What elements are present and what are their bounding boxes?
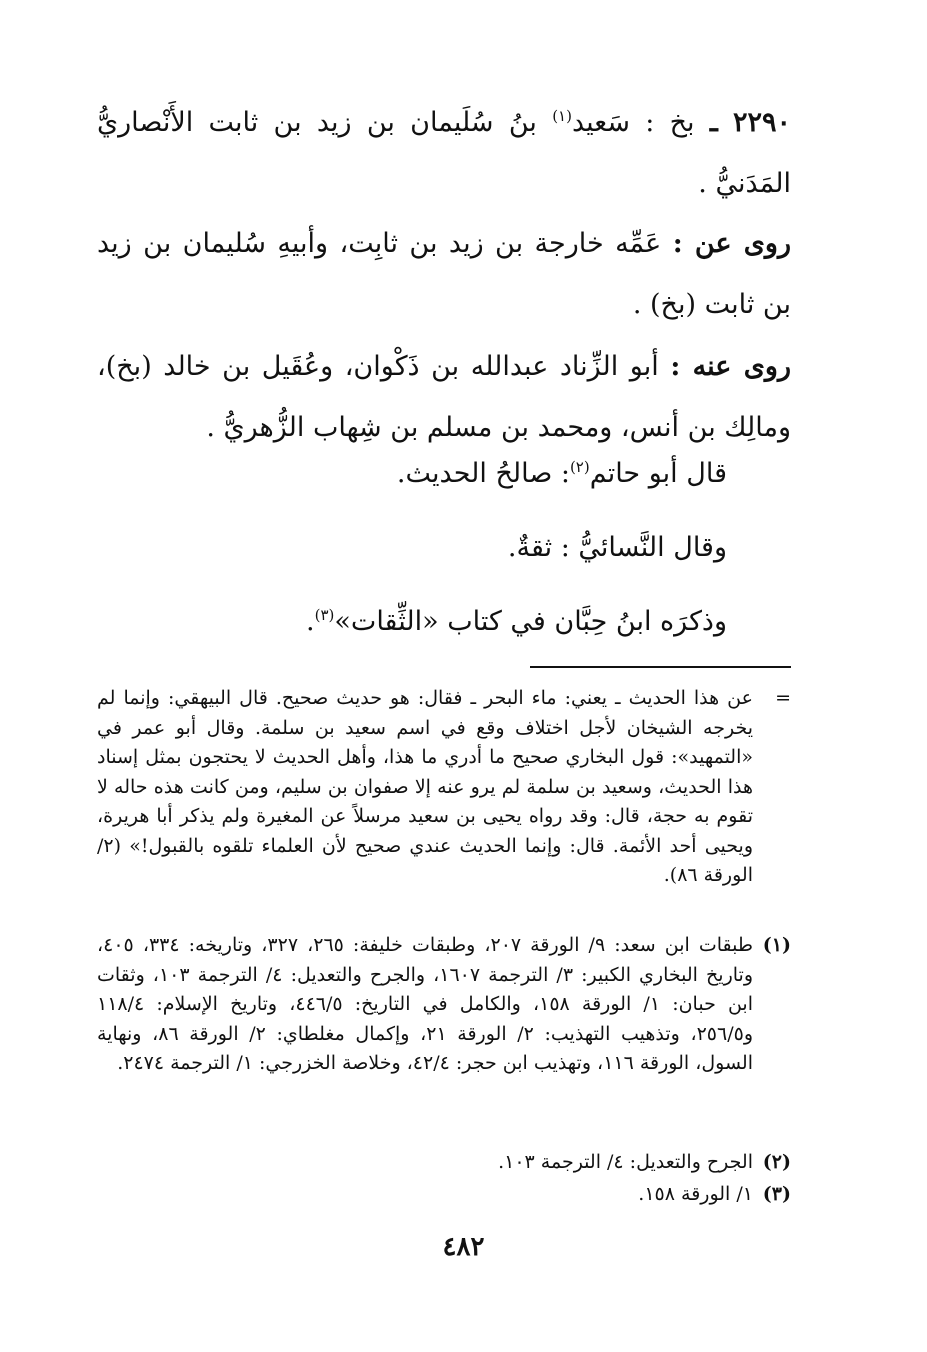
narrated-by-paragraph bbox=[97, 336, 791, 458]
footnote-number: (٢) bbox=[762, 1151, 791, 1173]
footnote-continuation bbox=[97, 684, 791, 891]
entry-name-part1: سَعيد bbox=[571, 107, 630, 138]
narrated-from-paragraph bbox=[97, 213, 791, 335]
footnote-continuation-text: عن هذا الحديث ـ يعني: ماء البحر ـ فقال: هو حديث صحيح. قال البيهقي: وإنما لم يخرجه الشيخان لأجل اختلاف وقع في اسم سعيد بن سلمة. وقال أبو عمر في «التمهيد»: قول البخاري صحيح ما أدري ما هذا، وأهل الحديث لا يحتجون بمثل إسناد هذا الحديث، وسعيد بن سلمة لم يرو عنه إلا صفوان بن سليم، ومن كانت هذه حاله لا تقوم به حجة، قال: وقد رواه يحيى بن سعيد مرسلاً عن المغيرة ولم يذكر أبا هريرة، ويحيى أحد الأئمة. قال: وإنما الحديث عندي صحيح لأن العلماء تلقوه بالقبول!» (٢/ الورقة ٨٦). bbox=[97, 687, 753, 886]
footnote-3 bbox=[97, 1180, 791, 1210]
footnote-separator bbox=[530, 666, 791, 668]
saying-nasai bbox=[97, 528, 727, 568]
saying-text: . bbox=[306, 606, 315, 637]
saying-ibn-hibban bbox=[97, 602, 727, 642]
saying-text: وذكرَه ابنُ حِبَّان في كتاب «الثِّقات» bbox=[334, 606, 727, 637]
saying-abu-hatim bbox=[97, 454, 727, 494]
saying-text: قال أبو حاتم bbox=[589, 458, 727, 489]
entry-name-part2: بنُ سُلَيمان بن زيد بن ثابت الأَنْصاريُّ المَدَنيُّ . bbox=[97, 107, 791, 199]
footnote-number: (٣) bbox=[762, 1183, 791, 1205]
continuation-mark: = bbox=[775, 687, 791, 709]
footnote-2 bbox=[97, 1148, 791, 1178]
entry-dash: ـ bbox=[709, 107, 718, 138]
saying-text: وقال النَّسائيُّ : ثقةٌ. bbox=[507, 532, 727, 563]
narrated-from-label: روى عن : bbox=[672, 228, 791, 259]
narrated-from-text: عَمِّه خارجة بن زيد بن ثابِت، وأبيهِ سُليمان بن زيد بن ثابت (بخ) . bbox=[97, 228, 791, 320]
narrated-by-label: روى عنه : bbox=[670, 351, 791, 382]
footnote-text: الجرح والتعديل: ٤/ الترجمة ١٠٣. bbox=[498, 1151, 753, 1173]
footnote-ref-1[interactable]: (١) bbox=[552, 107, 572, 125]
footnote-1 bbox=[97, 931, 791, 1079]
footnote-ref-3[interactable]: (٣) bbox=[314, 606, 335, 624]
entry-heading bbox=[97, 92, 791, 214]
footnote-text: ١/ الورقة ١٥٨. bbox=[638, 1183, 753, 1205]
saying-text: : صالحُ الحديث. bbox=[396, 458, 570, 489]
footnote-number: (١) bbox=[762, 934, 791, 956]
entry-number: ٢٢٩٠ bbox=[733, 107, 792, 138]
footnote-ref-2[interactable]: (٢) bbox=[569, 458, 590, 476]
narrated-by-text: أبو الزِّناد عبدالله بن ذَكْوان، وعُقَيل بن خالد (بخ)، ومالِك بن أنس، ومحمد بن مسلم بن شِهاب الزُّهريُّ . bbox=[97, 351, 791, 443]
page-number: ٤٨٢ bbox=[442, 1232, 485, 1262]
entry-codes: بخ : bbox=[645, 107, 695, 138]
footnote-text: طبقات ابن سعد: ٩/ الورقة ٢٠٧، وطبقات خليفة: ٢٦٥، ٣٢٧، وتاريخه: ٣٣٤، ٤٠٥، وتاريخ البخاري الكبير: ٣/ الترجمة ١٦٠٧، والجرح والتعديل: ٤/ الترجمة ١٠٣، وثقات ابن حبان: ١/ الورقة ١٥٨، والكامل في التاريخ: ٤٤٦/٥، وتاريخ الإسلام: ١١٨/٤ و٢٥٦/٥، وتذهيب التهذيب: ٢/ الورقة ٢١، وإكمال مغلطاي: ٢/ الورقة ٨٦، ونهاية السول، الورقة ١١٦، وتهذيب ابن حجر: ٤٢/٤، وخلاصة الخزرجي: ١/ الترجمة ٢٤٧٤. bbox=[97, 934, 754, 1074]
